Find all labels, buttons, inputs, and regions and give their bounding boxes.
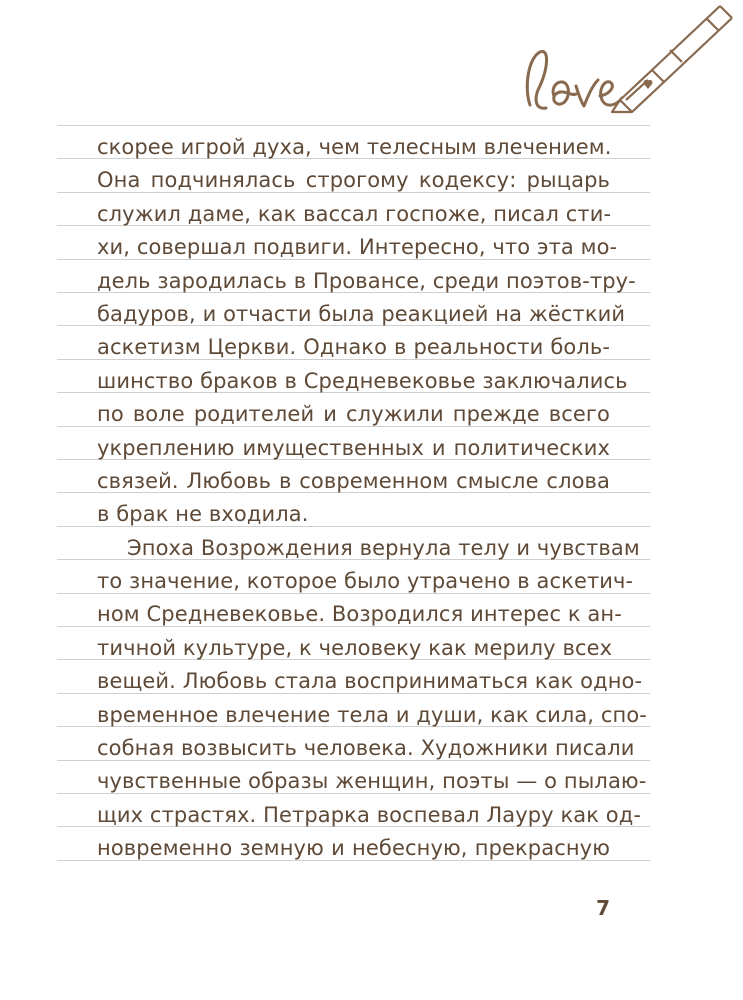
text-line: новременно земную и небесную, прекрасную	[97, 836, 610, 861]
page-number: 7	[596, 896, 610, 920]
text-line: чувственные образы женщин, поэты — о пылаю-	[97, 769, 647, 794]
paragraph-start-line: Эпоха Возрождения вернула телу и чувствам	[127, 535, 640, 560]
text-line: аскетизм Церкви. Однако в реальности боль-	[97, 335, 610, 360]
text-line: временное влечение тела и души, как сила, спо-	[97, 702, 647, 727]
text-line: служил даме, как вассал госпоже, писал сти-	[97, 201, 612, 226]
text-line: дель зародилась в Провансе, среди поэтов-тру-	[97, 268, 636, 293]
text-line: скорее игрой духа, чем телесным влечением.	[97, 135, 612, 159]
text-line: ном Средневековье. Возродился интерес к ан-	[97, 602, 622, 627]
text-line: шинство браков в Средневековье заключались	[97, 368, 628, 393]
text-line: укреплению имущественных и политических	[97, 435, 610, 460]
text-line: в брак не входила.	[97, 502, 309, 527]
text-line: по воле родителей и служили прежде всего	[97, 402, 610, 427]
text-line: бадуров, и отчасти была реакцией на жёсткий	[97, 301, 626, 326]
text-line: собная возвысить человека. Художники писали	[97, 736, 635, 761]
text-line: вещей. Любовь стала восприниматься как одно-	[97, 669, 643, 694]
text-line: связей. Любовь в современном смысле слова	[97, 468, 610, 493]
text-line: то значение, которое было утрачено в аскетич-	[97, 569, 634, 594]
text-line: хи, совершал подвиги. Интересно, что эта мо-	[97, 235, 618, 260]
text-line: тичной культуре, к человеку как мерилу всех	[97, 635, 613, 660]
text-line: щих страстях. Петрарка воспевал Лауру как од-	[97, 802, 642, 827]
body-text	[97, 131, 647, 866]
text-line: Она подчинялась строгому кодексу: рыцарь	[97, 168, 610, 193]
